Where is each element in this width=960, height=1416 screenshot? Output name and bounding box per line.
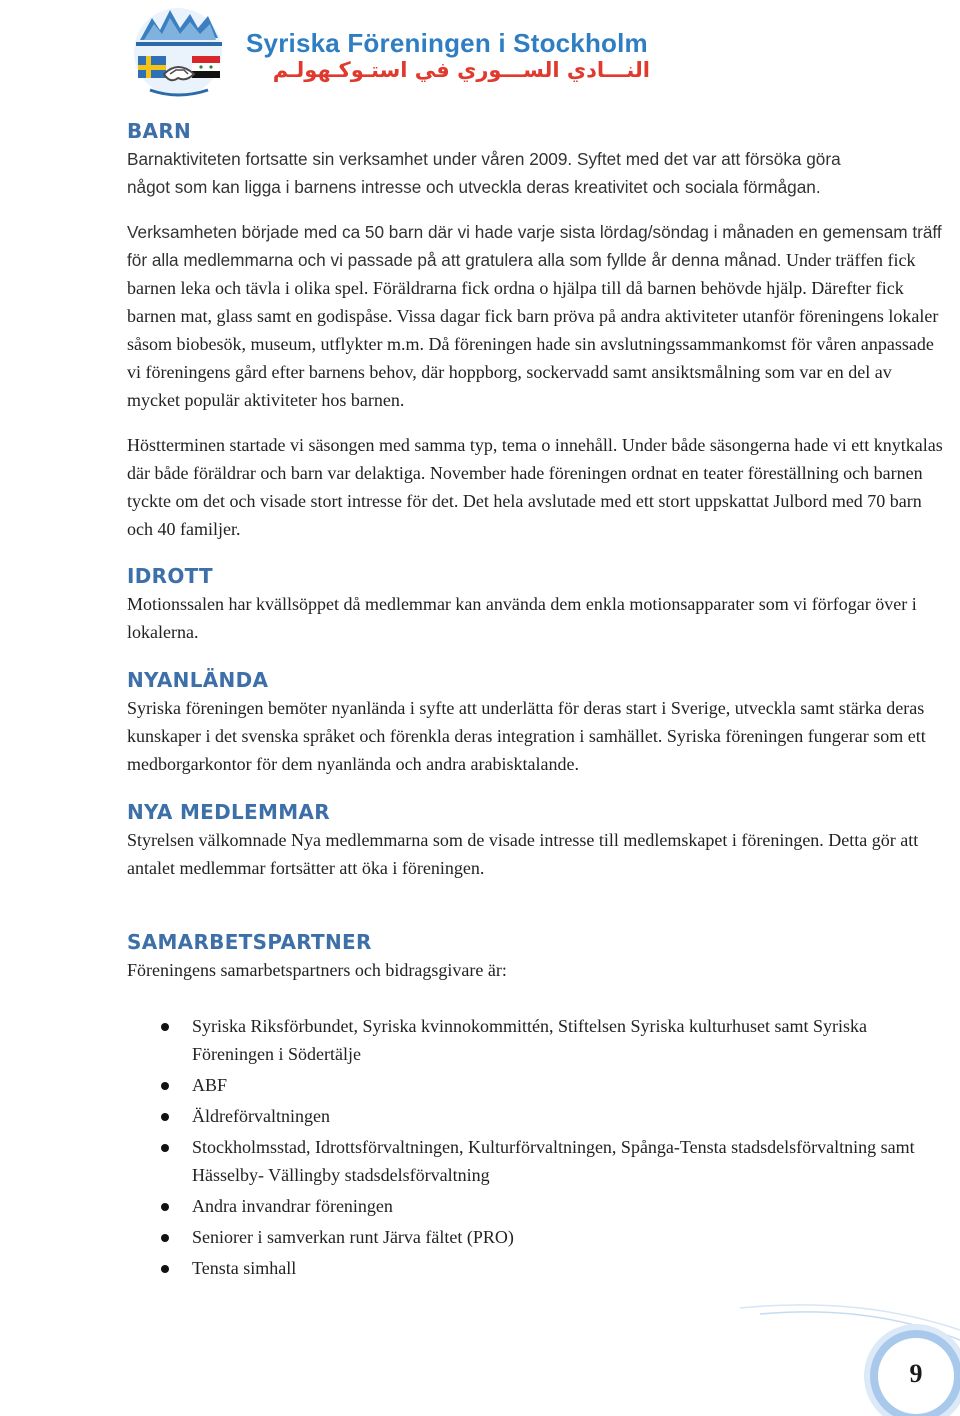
- partner-name: Stockholmsstad, Idrottsförvaltningen, Kulturförvaltningen, Spånga-Tensta stadsdelsförvaltning samt Hässelby- Vällingby stadsdelsförvaltning: [192, 1137, 915, 1185]
- barn-activities-text-serif: Under träffen fick barnen leka och tävla i olika spel. Föräldrarna fick ordna o hjälpa till då barnen behövde hjälp. Därefter fick barnen mat, glass samt en godispåse. Vissa dagar fick barn pröva på andra aktiviteter utanför föreningens lokaler såsom biobesök, museum, utflykter m.m. Då föreningen hade sin avslutningssammankomst för våren anpassade vi föreningens gård efter barnens behov, där hoppborg, sockervadd samt ansiktsmålning som var en del av mycket populär aktiviteter hos barnen.: [127, 250, 939, 410]
- partner-name: Äldreförvaltningen: [192, 1106, 330, 1126]
- bullet-icon: [161, 1023, 169, 1031]
- barn-intro-line-1: Barnaktiviteten fortsatte sin verksamhet under våren 2009. Syftet med det var att försöka göra: [127, 149, 841, 169]
- organization-name-arabic: النـــادي الســـوري في استـوكـهولـم: [272, 58, 650, 82]
- bullet-icon: [161, 1082, 169, 1090]
- nya-medlemmar-paragraph: Styrelsen välkomnade Nya medlemmarna som de visade intresse till medlemskapet i föreningen. Detta gör att antalet medlemmar fortsätter att öka i föreningen.: [127, 830, 919, 878]
- partner-name: Andra invandrar föreningen: [192, 1196, 393, 1216]
- partner-list-item: [127, 1254, 947, 1282]
- partner-list-item: [127, 1133, 947, 1189]
- partner-name: ABF: [192, 1075, 228, 1095]
- barn-activities-text-sans: Verksamheten började med ca 50 barn där vi hade varje sista lördag/söndag i månaden en gemensam träff för alla medlemmarna och vi passade på att gratulera alla som fyllde år denna månad.: [127, 222, 942, 270]
- section-heading-idrott: IDROTT: [127, 564, 213, 588]
- partner-name: Tensta simhall: [192, 1258, 297, 1278]
- page-content: [127, 117, 947, 1285]
- partner-name: Syriska Riksförbundet, Syriska kvinnokommittén, Stiftelsen Syriska kulturhuset samt Syriska Föreningen i Södertälje: [192, 1016, 867, 1064]
- nyanlanda-paragraph: Syriska föreningen bemöter nyanlända i syfte att underlätta för deras start i Sverige, utveckla samt stärka deras kunskaper i det svenska språket och förenkla deras integration i samhället. Syriska föreningen fungerar som ett medborgarkontor för dem nyanlända och andra arabisktalande.: [127, 698, 926, 774]
- bullet-icon: [161, 1203, 169, 1211]
- page-corner-decoration: [740, 1300, 960, 1416]
- bullet-icon: [161, 1144, 169, 1152]
- samarbetspartner-intro: Föreningens samarbetspartners och bidragsgivare är:: [127, 960, 507, 980]
- barn-intro-line-2: något som kan ligga i barnens intresse och utveckla deras kreativitet och sociala förmågan.: [127, 177, 821, 197]
- bullet-icon: [161, 1234, 169, 1242]
- section-heading-barn: BARN: [127, 119, 192, 143]
- partner-list: [127, 1012, 947, 1282]
- partner-list-item: [127, 1223, 947, 1251]
- barn-autumn-paragraph: Höstterminen startade vi säsongen med samma typ, tema o innehåll. Under både säsongerna hade vi ett knytkalas där både föräldrar och barn var delaktiga. November hade föreningen ordnat en teater föreställning och barnen tyckte om det och visade stort intresse för det. Det hela avslutade med ett stort uppskattat Julbord med 70 barn och 40 familjer.: [127, 435, 943, 539]
- partner-list-item: [127, 1192, 947, 1220]
- bullet-icon: [161, 1265, 169, 1273]
- partner-name: Seniorer i samverkan runt Järva fältet (PRO): [192, 1227, 514, 1247]
- organization-name: Syriska Föreningen i Stockholm: [246, 28, 648, 58]
- page-header: [130, 4, 690, 100]
- idrott-paragraph: Motionssalen har kvällsöppet då medlemmar kan använda dem enkla motionsapparater som vi förfogar över i lokalerna.: [127, 594, 917, 642]
- organization-logo: [130, 4, 228, 100]
- section-heading-nyanlanda: NYANLÄNDA: [127, 668, 269, 692]
- partner-list-item: [127, 1012, 947, 1068]
- section-heading-samarbetspartner: SAMARBETSPARTNER: [127, 930, 372, 954]
- barn-activities-paragraph: [127, 218, 947, 414]
- partner-list-item: [127, 1071, 947, 1099]
- section-heading-nya-medlemmar: NYA MEDLEMMAR: [127, 800, 330, 824]
- partner-list-item: [127, 1102, 947, 1130]
- page-number: 9: [909, 1359, 923, 1388]
- bullet-icon: [161, 1113, 169, 1121]
